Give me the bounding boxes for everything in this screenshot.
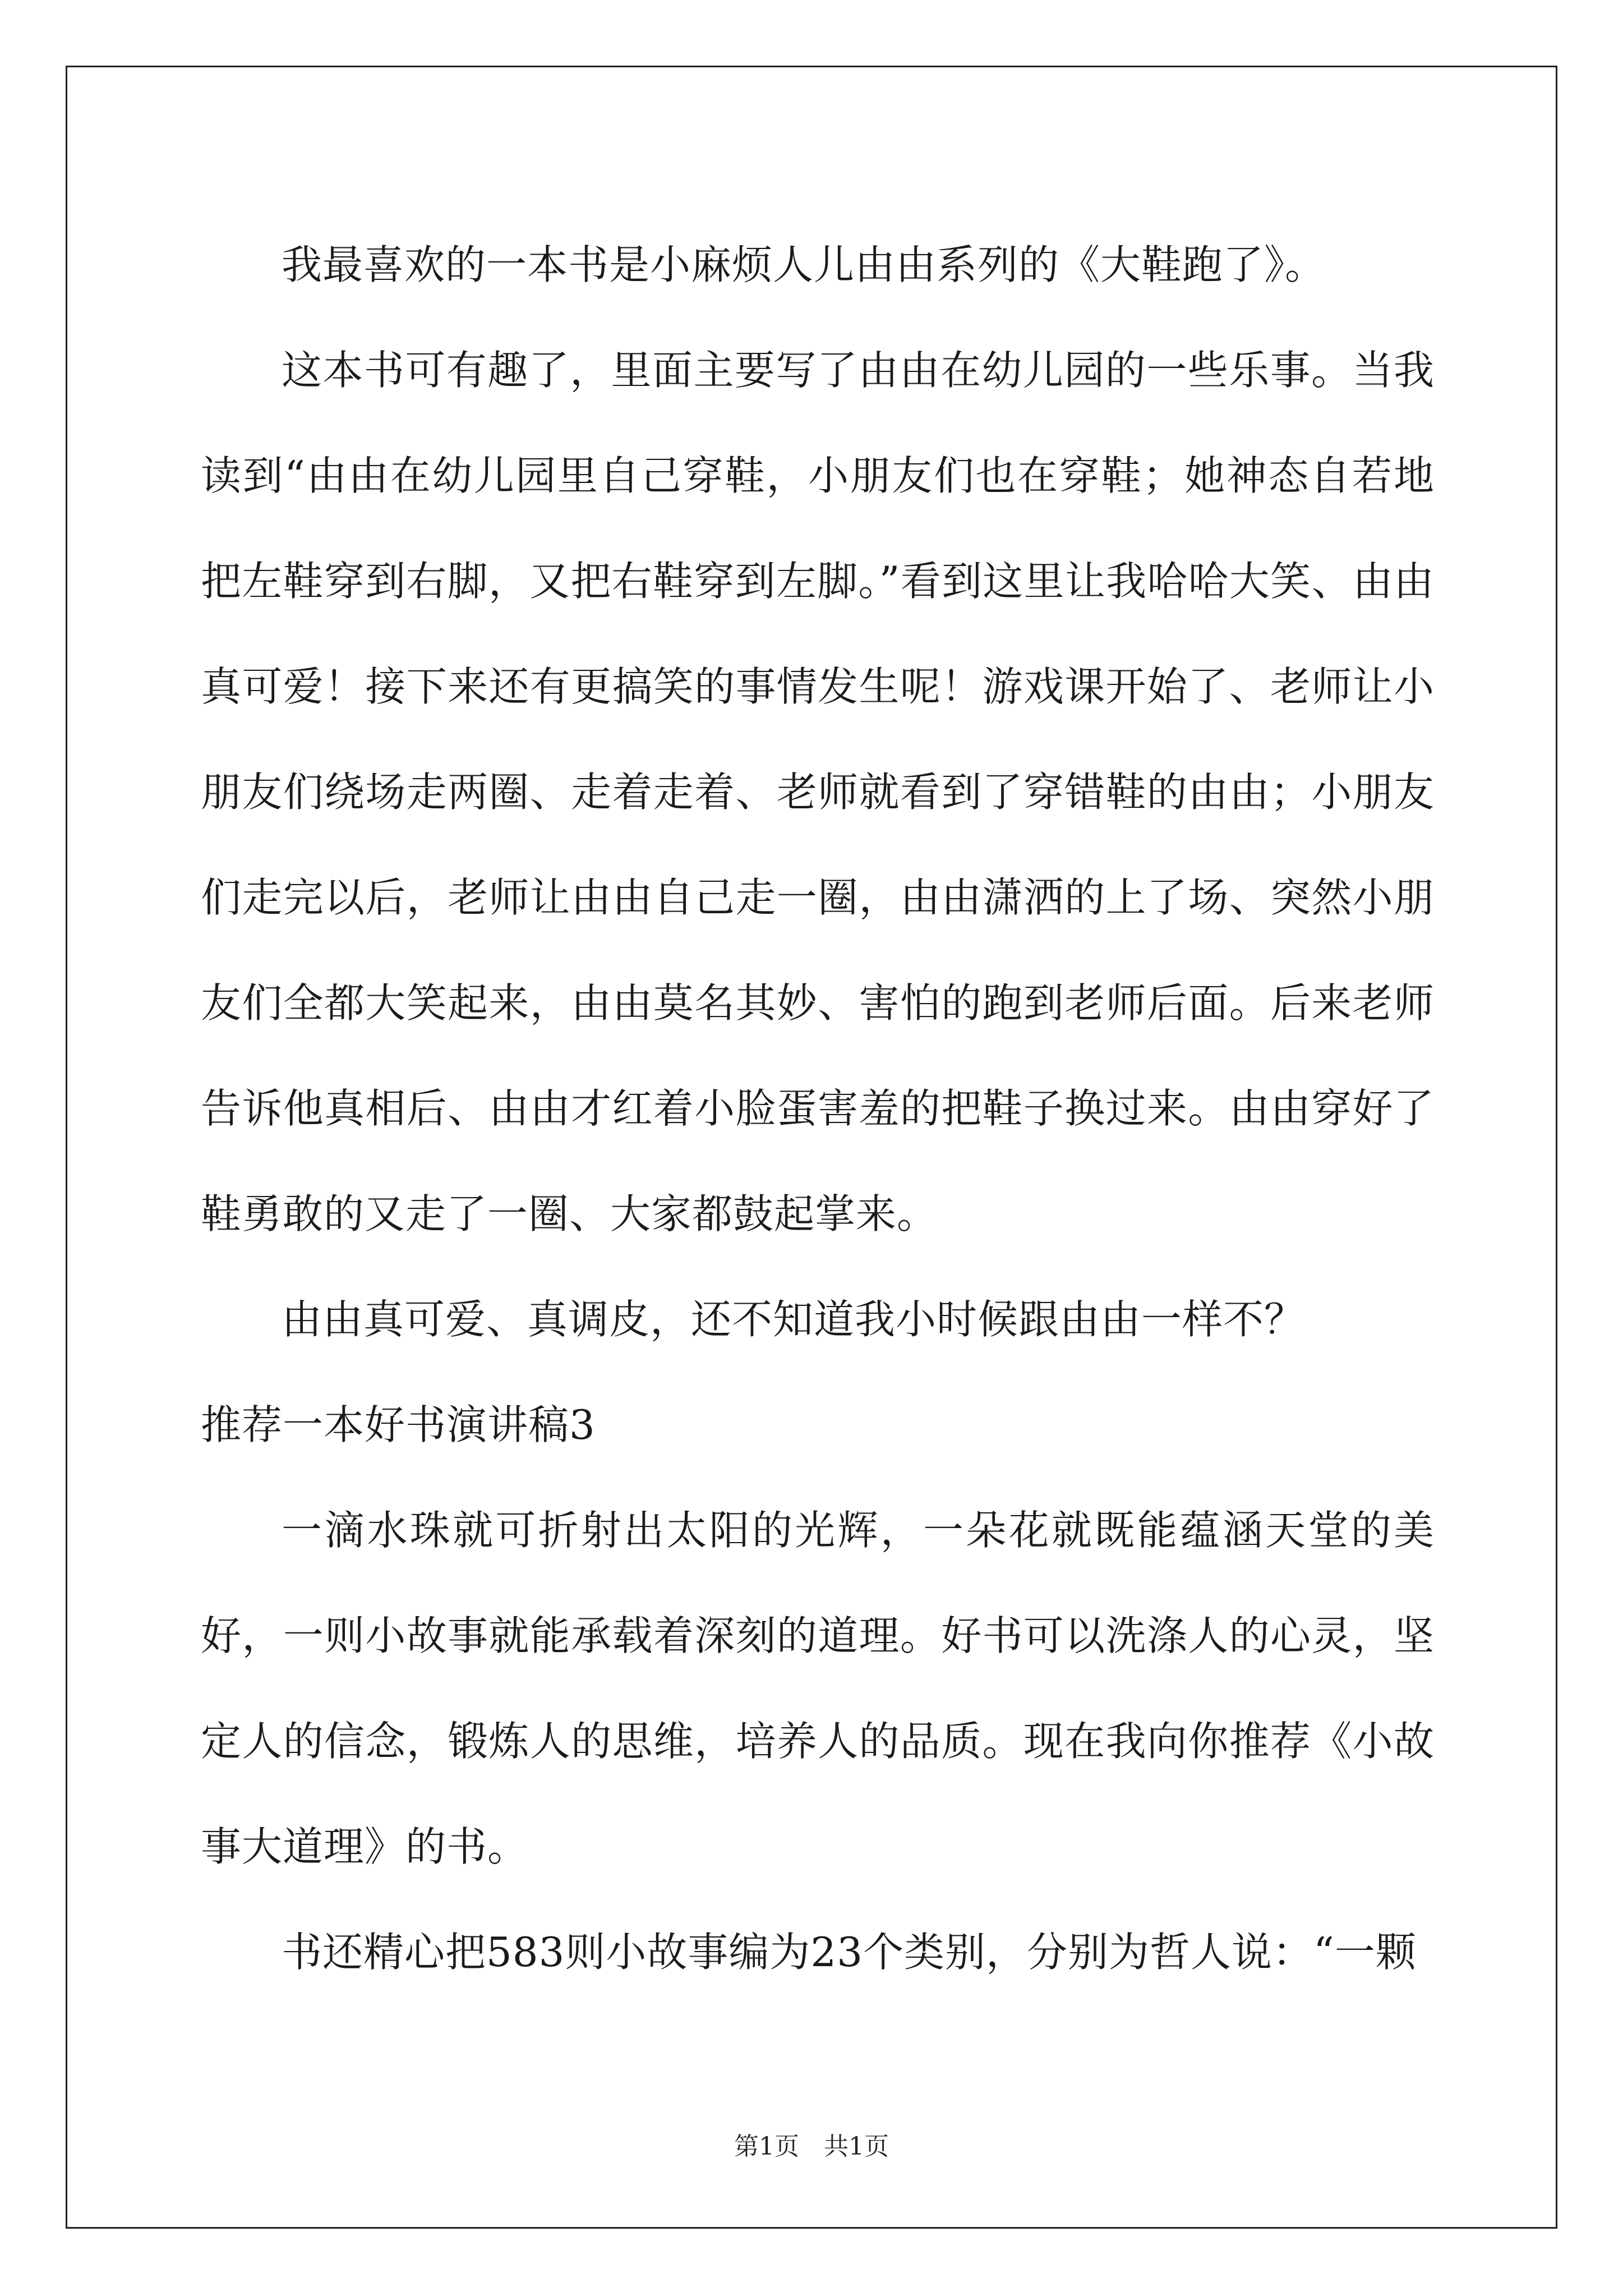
section-heading: 推荐一本好书演讲稿3 <box>201 1401 596 1448</box>
page-footer: 第1页 共1页 <box>734 2132 889 2161</box>
paragraph-2: 这本书可有趣了，里面主要写了由由在幼儿园的一些乐事。当我读到“由由在幼儿园里自己穿鞋，小朋友们也在穿鞋；她神态自若地把左鞋穿到右脚，又把右鞋穿到左脚。”看到这里让我哈哈大笑、由由真可爱！接下来还有更搞笑的事情发生呢！游戏课开始了、老师让小朋友们绕场走两圈、走着走着、老师就看到了穿错鞋的由由；小朋友们走完以后，老师让由由自己走一圈，由由潇洒的上了场、突然小朋友们全都大笑起来，由由莫名其妙、害怕的跑到老师后面。后来老师告诉他真相后、由由才红着小脸蛋害羞的把鞋子换过来。由由穿好了鞋勇敢的又走了一圈、大家都鼓起掌来。 <box>201 347 1435 1237</box>
paragraph-3: 由由真可爱、真调皮，还不知道我小时候跟由由一样不？ <box>282 1296 1306 1343</box>
paragraph-4: 一滴水珠就可折射出太阳的光辉，一朵花就既能蕴涵天堂的美好，一则小故事就能承载着深刻的道理。好书可以洗涤人的心灵，坚定人的信念，锻炼人的思维，培养人的品质。现在我向你推荐《小故事大道理》的书。 <box>201 1507 1435 1870</box>
document-body <box>201 212 1435 2005</box>
paragraph-5: 书还精心把583则小故事编为23个类别，分别为哲人说：“一颗 <box>282 1929 1417 1976</box>
paragraph-1: 我最喜欢的一本书是小麻烦人儿由由系列的《大鞋跑了》。 <box>282 241 1326 288</box>
